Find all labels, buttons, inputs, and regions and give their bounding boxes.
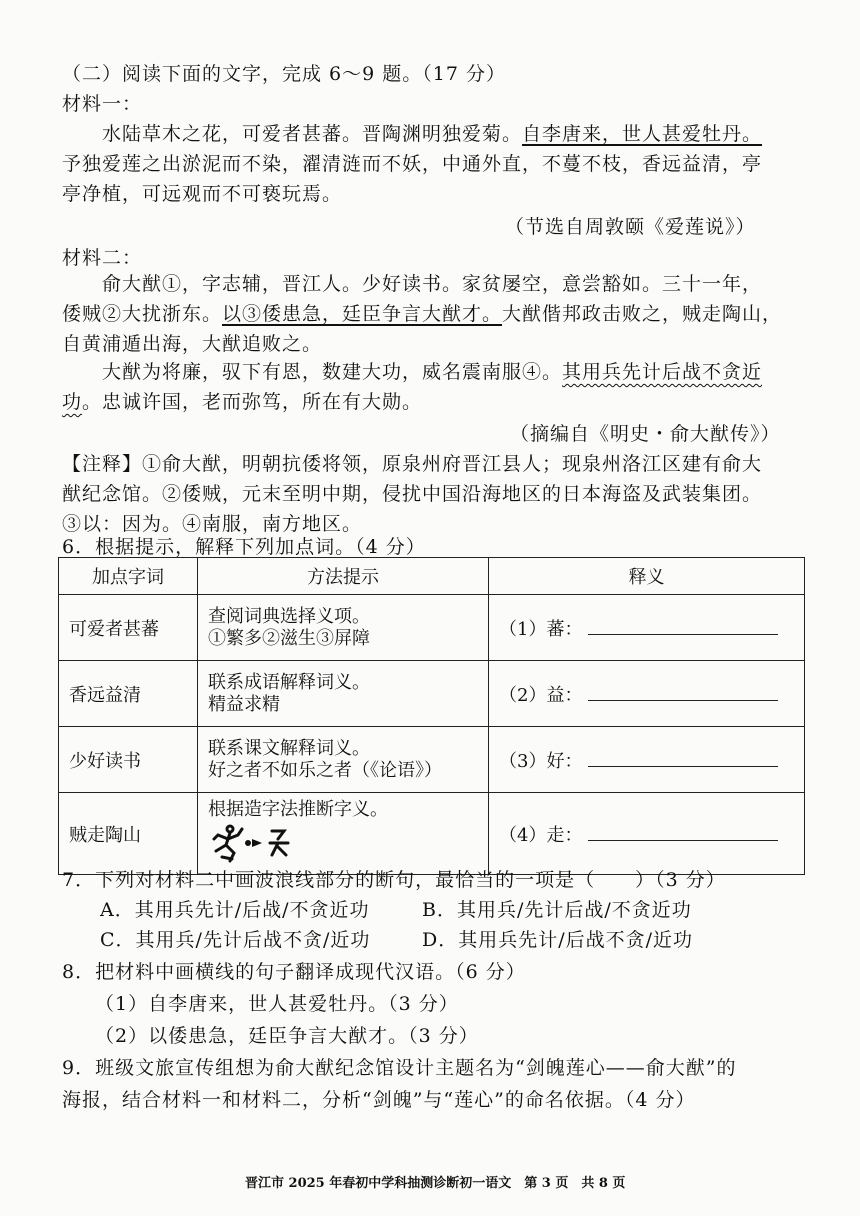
dotted-word-cell: 香远益清 bbox=[59, 661, 198, 727]
answer-blank[interactable] bbox=[588, 748, 778, 767]
option-b[interactable]: B．其用兵/先计后战/不贪近功 bbox=[422, 899, 692, 921]
table-row bbox=[59, 595, 805, 661]
question-6-table bbox=[58, 557, 805, 875]
material-two-source: （摘编自《明史・俞大猷传》） bbox=[510, 423, 781, 445]
table-row bbox=[59, 661, 805, 727]
hint-cell: 联系成语解释词义。 精益求精 bbox=[198, 661, 489, 727]
option-c[interactable]: C．其用兵/先计后战不贪/近功 bbox=[100, 929, 371, 951]
section-heading: （二）阅读下面的文字，完成 6～9 题。（17 分） bbox=[62, 63, 506, 85]
table-row bbox=[59, 793, 805, 875]
material-one-line: 予独爱莲之出淤泥而不染，濯清涟而不妖，中通外直，不蔓不枝，香远益清，亭 bbox=[62, 153, 763, 175]
option-d[interactable]: D．其用兵先计/后战不贪/近功 bbox=[422, 929, 694, 951]
annotation-line: 【注释】①俞大猷，明朝抗倭将领，原泉州府晋江县人；现泉州洛江区建有俞大 bbox=[62, 453, 763, 475]
question-9-line: 9．班级文旅宣传组想为俞大猷纪念馆设计主题名为“剑魄莲心——俞大猷”的 bbox=[62, 1057, 737, 1079]
annotation-line: 猷纪念馆。②倭贼，元末至明中期，侵扰中国沿海地区的日本海盗及武装集团。 bbox=[62, 483, 763, 505]
question-8-sub-2: （2）以倭患急，廷臣争言大猷才。（3 分） bbox=[95, 1025, 479, 1047]
answer-cell: （4）走： bbox=[489, 793, 805, 875]
question-8-sub-1: （1）自李唐来，世人甚爱牡丹。（3 分） bbox=[95, 993, 459, 1015]
answer-cell: （3）好： bbox=[489, 727, 805, 793]
answer-blank[interactable] bbox=[588, 682, 778, 701]
table-header: 加点字词 bbox=[59, 558, 198, 595]
question-9-line: 海报，结合材料一和材料二，分析“剑魄”与“莲心”的命名依据。（4 分） bbox=[62, 1089, 696, 1111]
material-two-line: 功。忠诚许国，老而弥笃，所在有大勋。 bbox=[62, 391, 423, 413]
table-header: 释义 bbox=[489, 558, 805, 595]
answer-cell: （2）益： bbox=[489, 661, 805, 727]
material-two-label: 材料二： bbox=[62, 247, 143, 269]
underlined-sentence: 以③倭患急，廷臣争言大猷才。 bbox=[222, 303, 503, 325]
answer-cell: （1）蕃： bbox=[489, 595, 805, 661]
material-two-line: 自黄浦遁出海，大猷追败之。 bbox=[62, 333, 323, 355]
answer-blank[interactable] bbox=[588, 616, 778, 635]
table-header: 方法提示 bbox=[198, 558, 489, 595]
ancient-character-glyph-icon bbox=[208, 821, 298, 863]
material-one-label: 材料一： bbox=[62, 93, 143, 115]
hint-cell: 联系课文解释词义。 好之者不如乐之者（《论语》） bbox=[198, 727, 489, 793]
material-one-source: （节选自周敦颐《爱莲说》） bbox=[505, 216, 756, 238]
question-6-stem: 6．根据提示，解释下列加点词。（4 分） bbox=[62, 536, 426, 558]
dotted-word-cell: 贼走陶山 bbox=[59, 793, 198, 875]
underlined-sentence: 自李唐来，世人甚爱牡丹。 bbox=[522, 123, 763, 145]
dotted-word-cell: 少好读书 bbox=[59, 727, 198, 793]
material-one-line: 亭净植，可远观而不可亵玩焉。 bbox=[62, 183, 343, 205]
hint-cell: 根据造字法推断字义。 bbox=[198, 793, 489, 875]
material-one-line: 水陆草木之花，可爱者甚蕃。晋陶渊明独爱菊。自李唐来，世人甚爱牡丹。 bbox=[102, 123, 763, 145]
material-two-line: 倭贼②大扰浙东。以③倭患急，廷臣争言大猷才。大猷偕邦政击败之，贼走陶山， bbox=[62, 303, 783, 325]
option-a[interactable]: A．其用兵先计/后战/不贪近功 bbox=[100, 899, 370, 921]
question-8-stem: 8．把材料中画横线的句子翻译成现代汉语。（6 分） bbox=[62, 961, 526, 983]
dotted-word-cell: 可爱者甚蕃 bbox=[59, 595, 198, 661]
wavy-underlined-sentence: 功 bbox=[62, 391, 83, 413]
table-header-row bbox=[59, 558, 805, 595]
material-two-line: 大猷为将廉，驭下有恩，数建大功，威名震南服④。其用兵先计后战不贪近 bbox=[102, 361, 763, 383]
page-footer: 晋江市 2025 年春初中学科抽测诊断初一语文 第 3 页 共 8 页 bbox=[245, 1176, 626, 1191]
wavy-underlined-sentence: 其用兵先计后战不贪近 bbox=[562, 361, 763, 383]
hint-cell: 查阅词典选择义项。 ①繁多②滋生③屏障 bbox=[198, 595, 489, 661]
annotation-line: ③以：因为。④南服，南方地区。 bbox=[62, 513, 363, 535]
material-two-line: 俞大猷①，字志辅，晋江人。少好读书。家贫屡空，意尝豁如。三十一年， bbox=[102, 273, 763, 295]
table-row bbox=[59, 727, 805, 793]
answer-blank[interactable] bbox=[588, 822, 778, 841]
question-7-stem: 7．下列对材料二中画波浪线部分的断句，最恰当的一项是（ ）（3 分） bbox=[62, 869, 726, 891]
